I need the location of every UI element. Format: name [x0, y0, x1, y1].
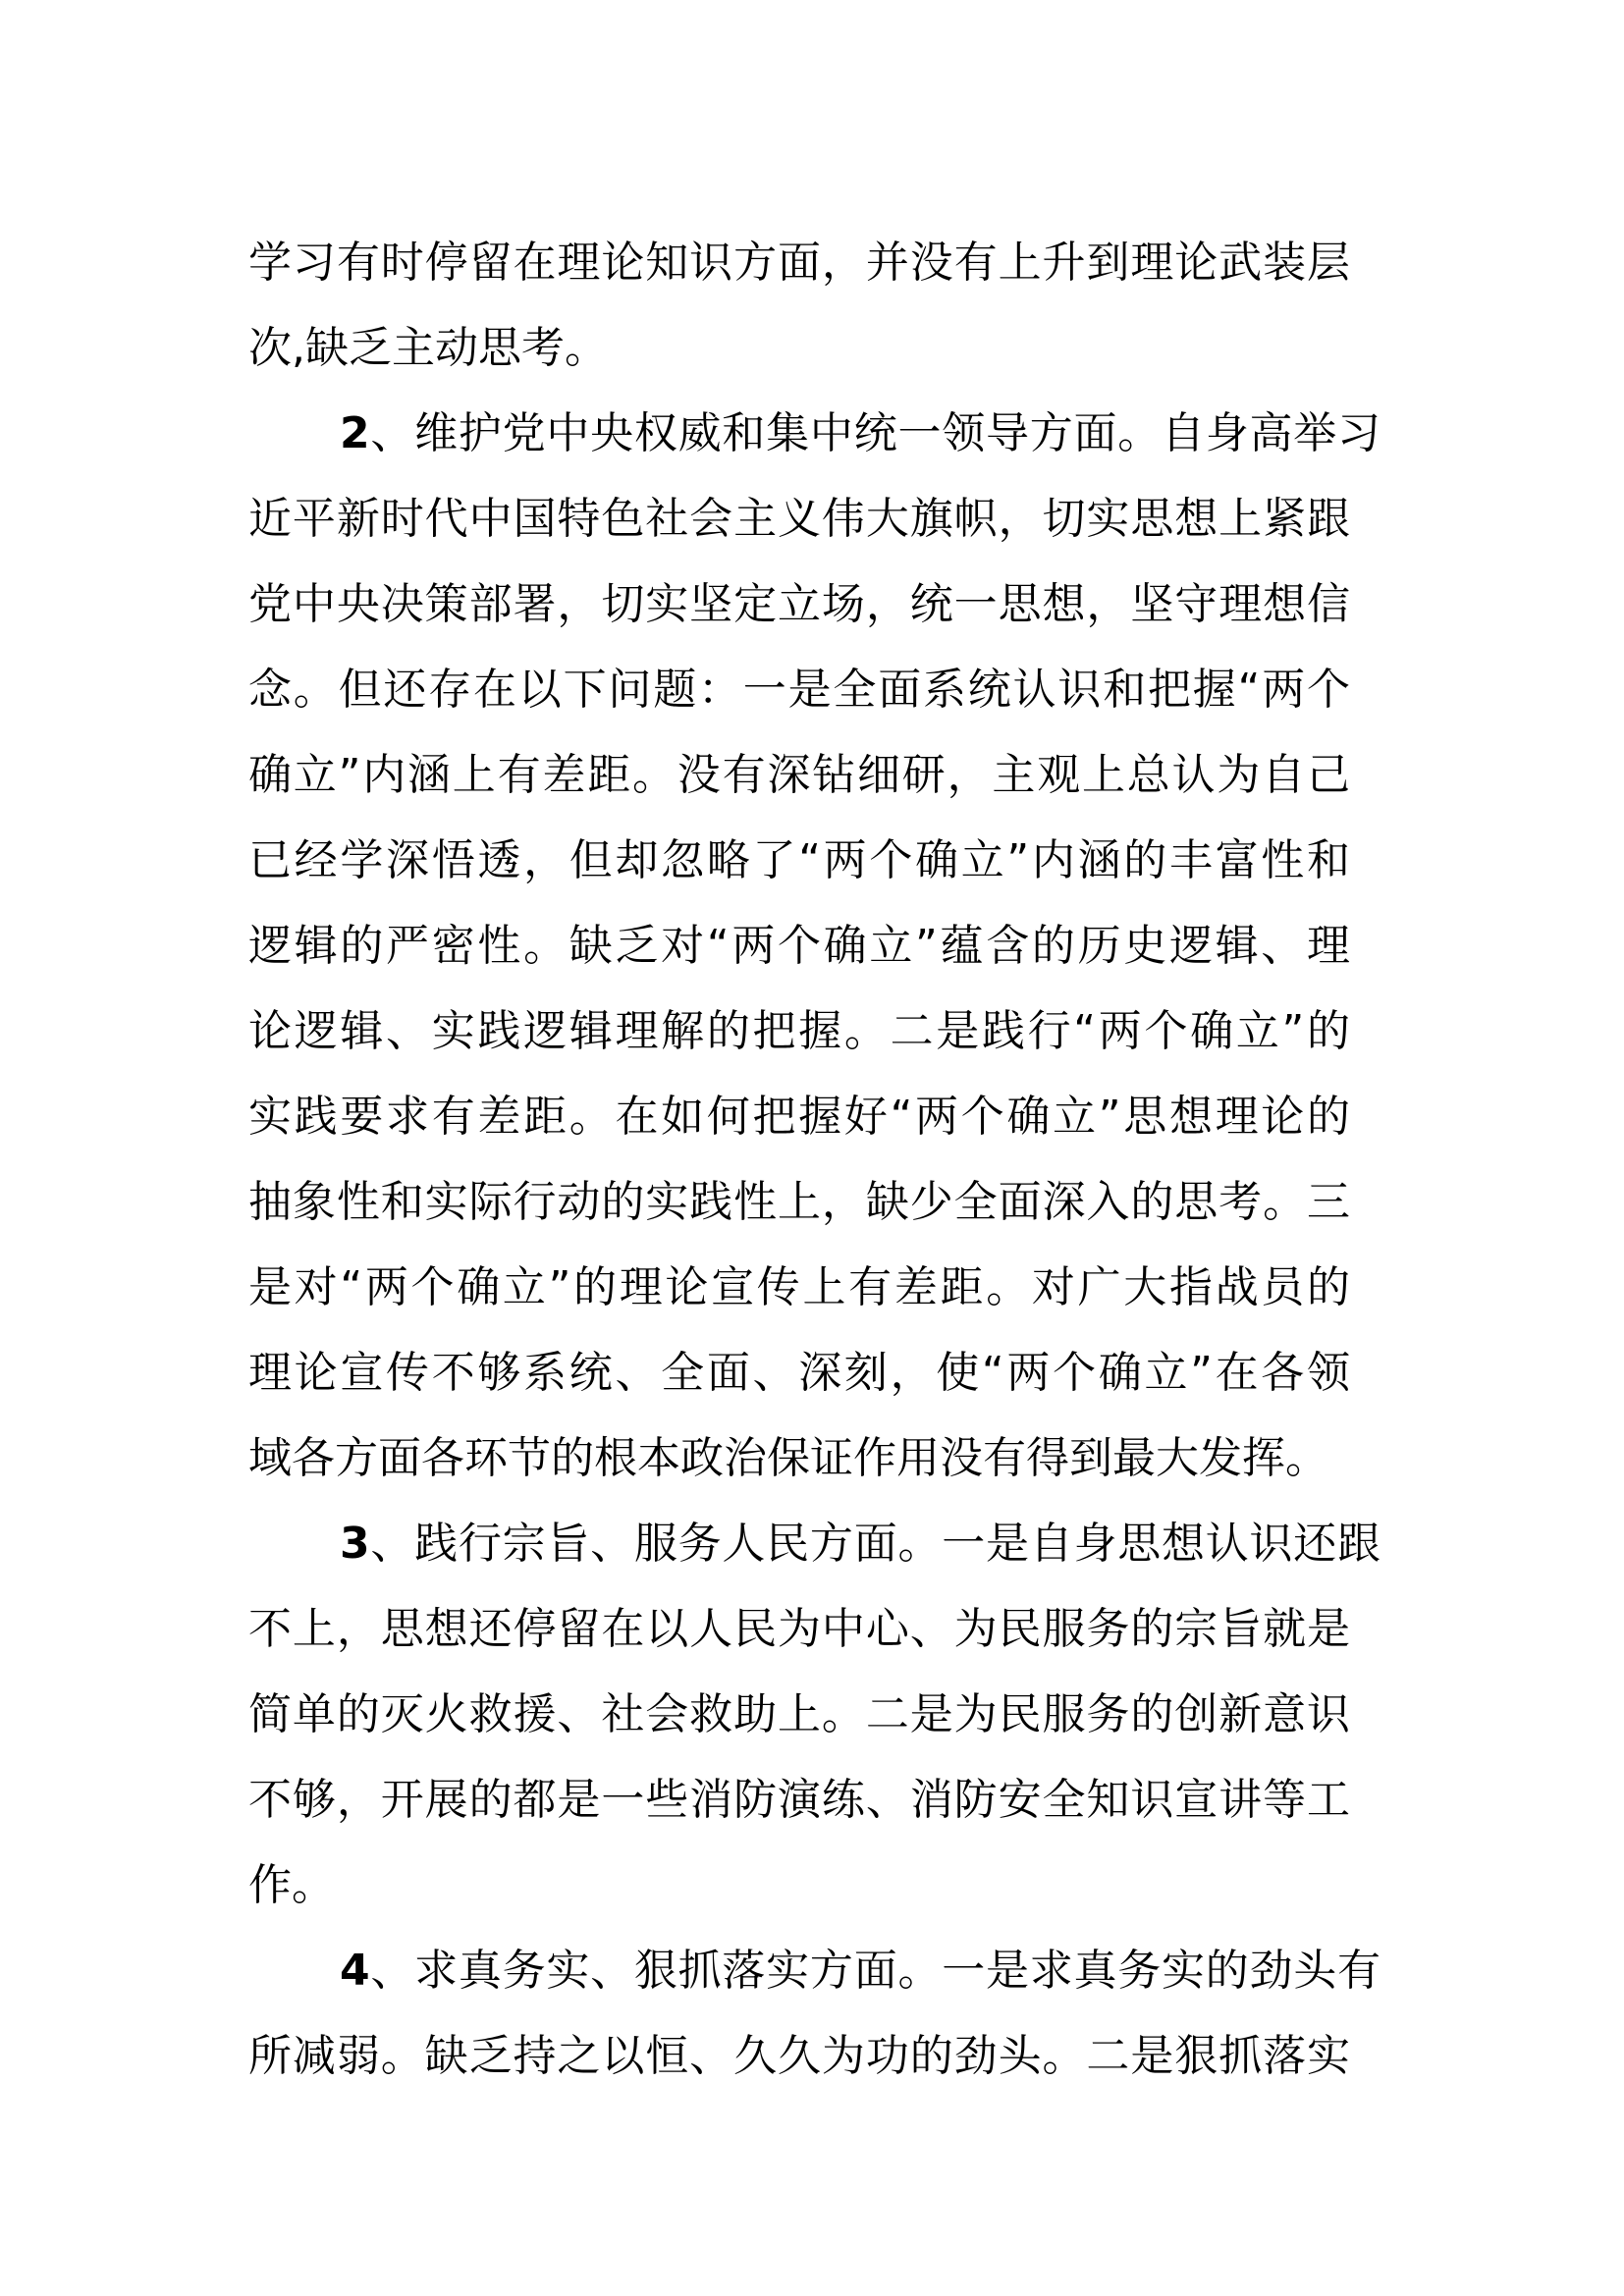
- line-text: 、践行宗旨、服务人民方面。一是自身思想认识还跟: [369, 1519, 1380, 1569]
- text-line: [248, 305, 1350, 391]
- text-line: [248, 476, 1350, 561]
- line-text: 抽象性和实际行动的实践性上，缺少全面深入的思考。三: [248, 1177, 1350, 1227]
- text-line: [248, 1672, 1350, 1757]
- text-line: [248, 220, 1350, 305]
- line-text: 所减弱。缺乏持之以恒、久久为功的劲头。二是狠抓落实: [248, 2031, 1350, 2081]
- section-number: 2: [340, 408, 370, 458]
- text-line: [248, 561, 1350, 647]
- section-number: 4: [340, 1946, 370, 1996]
- text-line: [248, 1415, 1350, 1501]
- document-body: [248, 220, 1380, 2099]
- text-line: [248, 1842, 1350, 1928]
- paragraph: [248, 1501, 1380, 1928]
- text-line: [248, 1159, 1350, 1245]
- line-text: 党中央决策部署，切实坚定立场，统一思想，坚守理想信: [248, 579, 1350, 629]
- line-text: 实践要求有差距。在如何把握好“两个确立”思想理论的: [248, 1092, 1350, 1142]
- text-line: [248, 1501, 1380, 1586]
- text-line: [248, 732, 1350, 818]
- line-text: 不上，思想还停留在以人民为中心、为民服务的宗旨就是: [248, 1604, 1350, 1654]
- text-line: [248, 818, 1350, 903]
- paragraph: [248, 220, 1350, 391]
- line-text: 已经学深悟透，但却忽略了“两个确立”内涵的丰富性和: [248, 835, 1350, 885]
- text-line: [248, 647, 1350, 732]
- line-text: 作。: [248, 1860, 335, 1910]
- line-text: 不够，开展的都是一些消防演练、消防安全知识宣讲等工: [248, 1775, 1350, 1825]
- line-text: 确立”内涵上有差距。没有深钻细研，主观上总认为自己: [248, 750, 1350, 800]
- line-text: 域各方面各环节的根本政治保证作用没有得到最大发挥。: [248, 1433, 1328, 1483]
- line-text: 学习有时停留在理论知识方面，并没有上升到理论武装层: [248, 238, 1350, 288]
- line-text: 是对“两个确立”的理论宣传上有差距。对广大指战员的: [248, 1262, 1350, 1312]
- paragraph: [248, 391, 1380, 1501]
- text-line: [248, 1330, 1350, 1415]
- text-line: [248, 1245, 1350, 1330]
- text-line: [248, 1928, 1380, 2013]
- line-text: 、求真务实、狠抓落实方面。一是求真务实的劲头有: [369, 1946, 1380, 1996]
- text-line: [248, 1074, 1350, 1159]
- line-text: 理论宣传不够系统、全面、深刻，使“两个确立”在各领: [248, 1348, 1350, 1398]
- text-line: [248, 1586, 1350, 1672]
- line-text: 念。但还存在以下问题：一是全面系统认识和把握“两个: [248, 665, 1350, 715]
- line-text: 简单的灭火救援、社会救助上。二是为民服务的创新意识: [248, 1689, 1350, 1739]
- text-line: [248, 391, 1380, 476]
- line-text: 、维护党中央权威和集中统一领导方面。自身高举习: [369, 408, 1380, 458]
- text-line: [248, 2013, 1350, 2099]
- text-line: [248, 903, 1350, 988]
- line-text: 近平新时代中国特色社会主义伟大旗帜，切实思想上紧跟: [248, 494, 1350, 544]
- line-text: 次,缺乏主动思考。: [248, 323, 608, 373]
- line-text: 逻辑的严密性。缺乏对“两个确立”蕴含的历史逻辑、理: [248, 921, 1350, 971]
- paragraph: [248, 1928, 1380, 2099]
- text-line: [248, 1757, 1350, 1842]
- text-line: [248, 988, 1350, 1074]
- section-number: 3: [340, 1519, 370, 1569]
- line-text: 论逻辑、实践逻辑理解的把握。二是践行“两个确立”的: [248, 1006, 1350, 1056]
